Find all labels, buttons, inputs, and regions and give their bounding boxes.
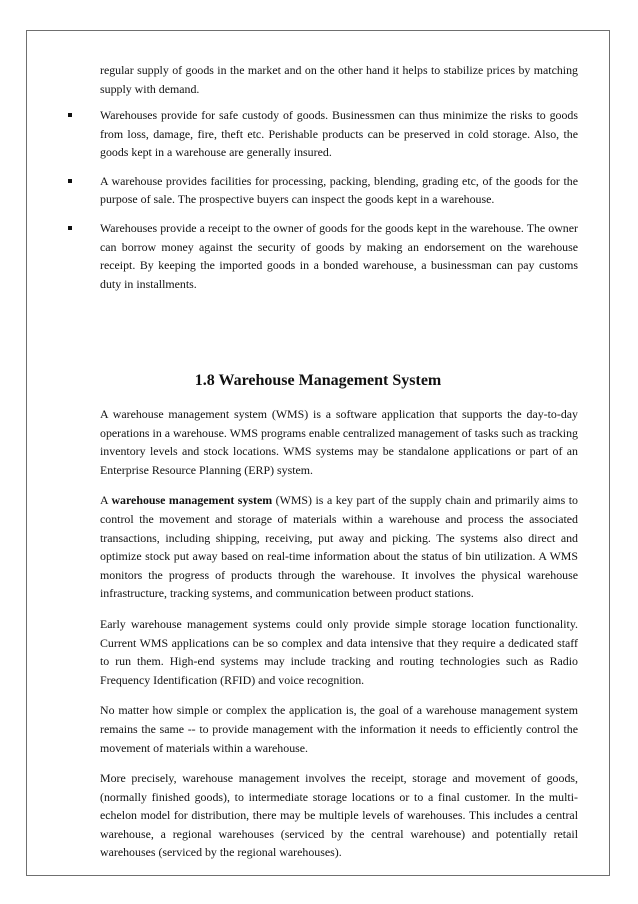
paragraph: Early warehouse management systems could only provide simple storage location functionality. Current WMS applications can be so complex and data intensive that they require a dedicated staff to run them. High-end systems may include tracking and routing technologies such as Radio Frequency Identification (RFID) and voice recognition. [100, 616, 578, 687]
bold-term: warehouse management system [111, 493, 273, 508]
bullet-item [68, 106, 578, 162]
paragraph-prefix: A [100, 493, 112, 508]
bullet-item [68, 172, 578, 209]
paragraph: A warehouse management system (WMS) is a software application that supports the day-to-day operations in a warehouse. WMS programs enable centralized management of tasks such as tracking inventory levels and stock locations. WMS systems may be standalone applications or part of an Enterprise Resource Planning (ERP) system. [100, 407, 578, 477]
section-heading: 1.8 Warehouse Management System [194, 372, 442, 389]
section-body [100, 405, 578, 874]
bullet-text: Warehouses provide for safe custody of goods. Businessmen can thus minimize the risks to goods from loss, damage, fire, theft etc. Perishable products can be preserved in cold storage. Also, the goods kept in a warehouse are generally insured. [100, 108, 578, 160]
paragraph-rest: (WMS) is a key part of the supply chain and primarily aims to control the movement and storage of materials within a warehouse and process the associated transactions, including shipping, receiving, put away and picking. The systems also direct and optimize stock put away based on real-time information about the status of bin utilization. A WMS monitors the progress of products through the warehouse. It involves the physical warehouse infrastructure, tracking systems, and communication between product stations. [100, 493, 579, 601]
continued-paragraph: regular supply of goods in the market and on the other hand it helps to stabilize prices by matching supply with demand. [100, 63, 578, 96]
bullet-text: Warehouses provide a receipt to the owner of goods for the goods kept in the warehouse. The owner can borrow money against the security of goods by making an endorsement on the warehouse receipt. By keeping the imported goods in a bonded warehouse, a businessman can pay customs duty in installments. [100, 220, 578, 291]
paragraph: No matter how simple or complex the application is, the goal of a warehouse management system remains the same -- to provide management with the information it needs to efficiently control the movement of materials within a warehouse. [100, 703, 578, 755]
square-bullet-icon [68, 226, 72, 230]
paragraph: More precisely, warehouse management involves the receipt, storage and movement of goods, (normally finished goods), to intermediate storage locations or to a final customer. In the multi-echelon model for distribution, there may be multiple levels of warehouses. This includes a central warehouse, a regional warehouses (serviced by the central warehouse) and potentially retail warehouses (serviced by the regional warehouses). [100, 771, 578, 860]
paragraph [100, 491, 578, 603]
bullet-text: A warehouse provides facilities for processing, packing, blending, grading etc, of the goods for the purpose of sale. The prospective buyers can inspect the goods kept in a warehouse. [100, 173, 578, 207]
square-bullet-icon [68, 179, 72, 183]
bullet-list [68, 106, 578, 303]
square-bullet-icon [68, 113, 72, 117]
bullet-item [68, 219, 578, 293]
